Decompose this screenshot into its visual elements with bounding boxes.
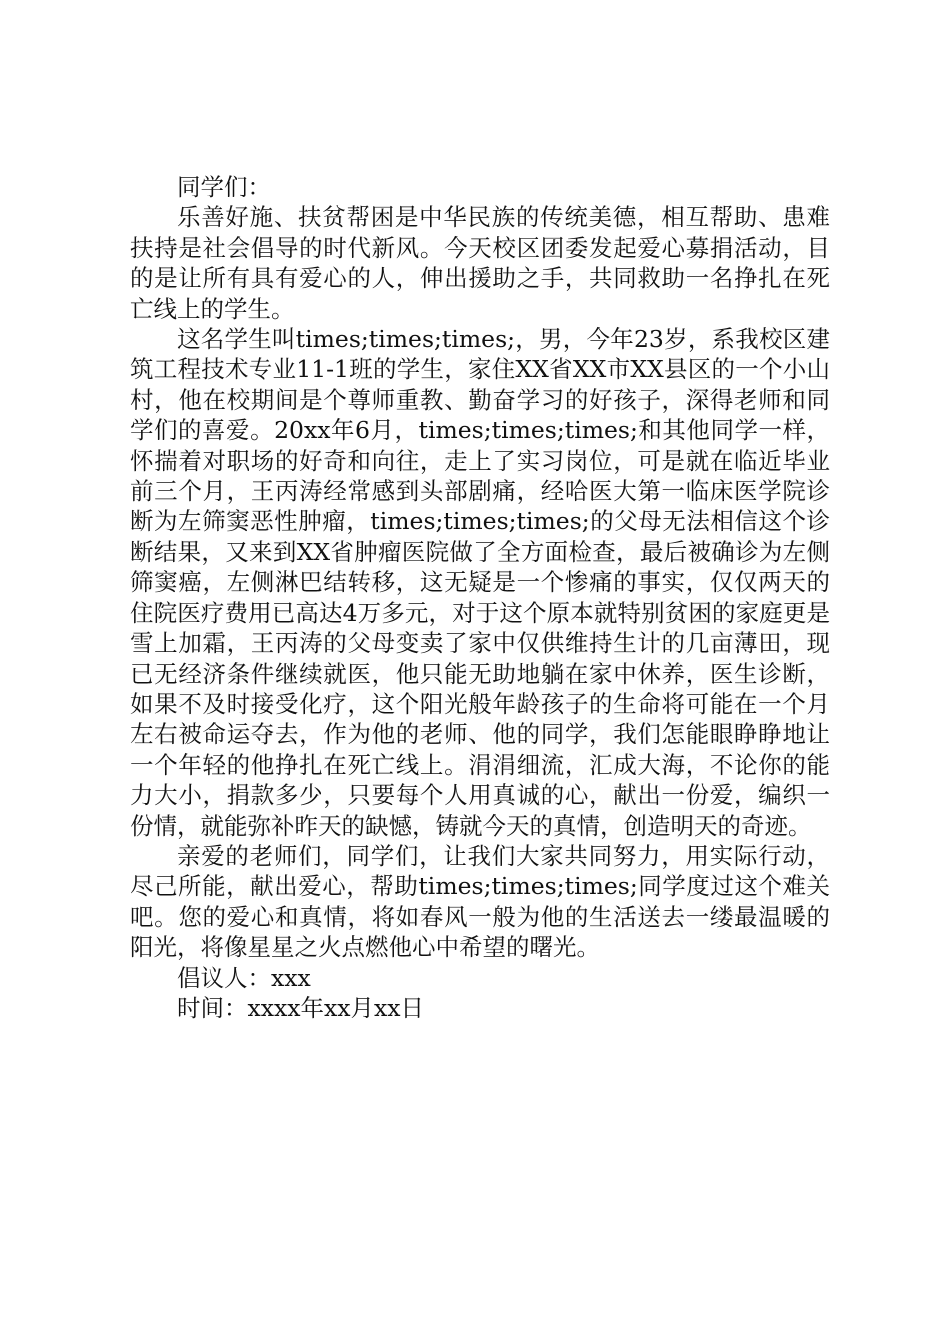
document-body [130,172,830,1023]
initiator-line: 倡议人：xxx [177,963,311,992]
date-line: 时间：xxxx年xx月xx日 [177,993,425,1022]
paragraph-appeal: 亲爱的老师们，同学们，让我们大家共同努力，用实际行动，尽己所能，献出爱心，帮助times;times;times;同学度过这个难关吧。您的爱心和真情，将如春风一般为他的生活送去一缕最温暖的阳光，将像星星之火点燃他心中希望的曙光。 [130,841,830,962]
paragraph-intro: 乐善好施、扶贫帮困是中华民族的传统美德，相互帮助、患难扶持是社会倡导的时代新风。今天校区团委发起爱心募捐活动，目的是让所有具有爱心的人，伸出援助之手，共同救助一名挣扎在死亡线上的学生。 [130,203,830,323]
salutation: 同学们： [177,173,271,201]
paragraph-student-story: 这名学生叫times;times;times;，男，今年23岁，系我校区建筑工程技术专业11-1班的学生，家住XX省XX市XX县区的一个小山村，他在校期间是个尊师重教、勤奋学习的好孩子，深得老师和同学们的喜爱。20xx年6月，times;times;times;和其他同学一样，怀揣着对职场的好奇和向往，走上了实习岗位，可是就在临近毕业前三个月，王丙涛经常感到头部剧痛，经哈医大第一临床医学院诊断为左筛窦恶性肿瘤，times;times;times;的父母无法相信这个诊断结果，又来到XX省肿瘤医院做了全方面检查，最后被确诊为左侧筛窦癌，左侧淋巴结转移，这无疑是一个惨痛的事实，仅仅两天的住院医疗费用已高达4万多元，对于这个原本就特别贫困的家庭更是雪上加霜，王丙涛的父母变卖了家中仅供维持生计的几亩薄田，现已无经济条件继续就医，他只能无助地躺在家中休养，医生诊断，如果不及时接受化疗，这个阳光般年龄孩子的生命将可能在一个月左右被命运夺去，作为他的老师、他的同学，我们怎能眼睁睁地让一个年轻的他挣扎在死亡线上。涓涓细流，汇成大海，不论你的能力大小，捐款多少，只要每个人用真诚的心，献出一份爱，编织一份情，就能弥补昨天的缺憾，铸就今天的真情，创造明天的奇迹。 [130,325,830,840]
